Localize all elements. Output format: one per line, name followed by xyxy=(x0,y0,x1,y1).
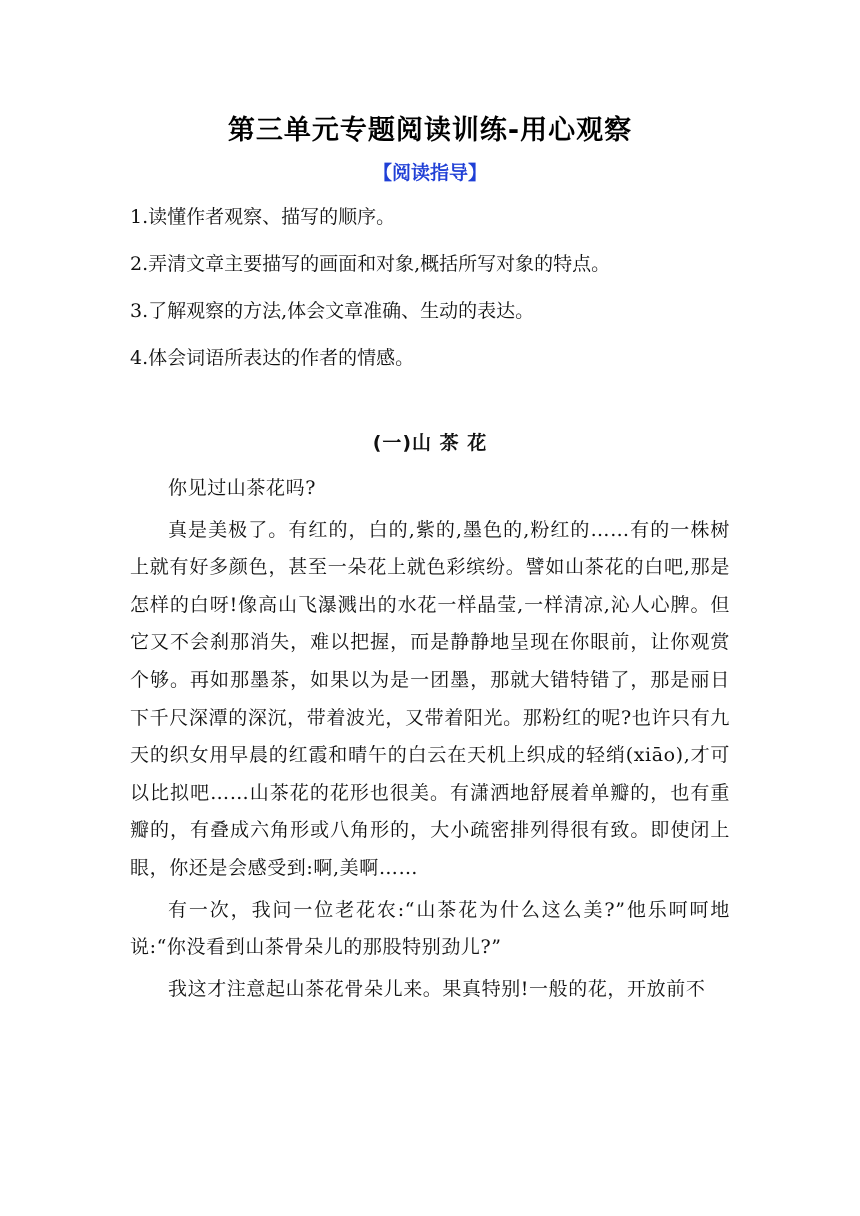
paragraph: 真是美极了。有红的，白的,紫的,墨色的,粉红的……有的一株树上就有好多颜色，甚至一朵花上就色彩缤纷。譬如山茶花的白吧,那是怎样的白呀!像高山飞瀑溅出的水花一样晶莹,一样清凉,沁人心脾。但它又不会刹那消失，难以把握，而是静静地呈现在你眼前，让你观赏个够。再如那墨茶，如果以为是一团墨，那就大错特错了，那是丽日下千尺深潭的深沉，带着波光，又带着阳光。那粉红的呢?也许只有九天的织女用早晨的红霞和晴午的白云在天机上织成的轻绡(xiāo),才可以比拟吧……山茶花的花形也很美。有潇洒地舒展着单瓣的，也有重瓣的，有叠成六角形或八角形的，大小疏密排列得很有致。即使闭上眼，你还是会感受到:啊,美啊…… xyxy=(130,518,730,879)
paragraph: 你见过山茶花吗? xyxy=(168,477,316,499)
reading-guide-heading: 【阅读指导】 xyxy=(372,162,487,184)
guide-point: 4.体会词语所表达的作者的情感。 xyxy=(130,347,415,369)
passage-body xyxy=(130,470,730,1012)
guide-point: 3.了解观察的方法,体会文章准确、生动的表达。 xyxy=(130,300,535,322)
paragraph: 我这才注意起山茶花骨朵儿来。果真特别!一般的花，开放前不 xyxy=(168,977,706,1000)
section-title: (一)山 茶 花 xyxy=(372,432,488,454)
document-title: 第三单元专题阅读训练-用心观察 xyxy=(227,115,633,146)
guide-point: 1.读懂作者观察、描写的顺序。 xyxy=(130,206,396,228)
reading-guide-list xyxy=(130,200,740,388)
paragraph: 有一次，我问一位老花农:“山茶花为什么这么美?”他乐呵呵地说:“你没看到山茶骨朵儿的那股特别劲儿?” xyxy=(130,898,730,959)
guide-point: 2.弄清文章主要描写的画面和对象,概括所写对象的特点。 xyxy=(130,253,611,275)
